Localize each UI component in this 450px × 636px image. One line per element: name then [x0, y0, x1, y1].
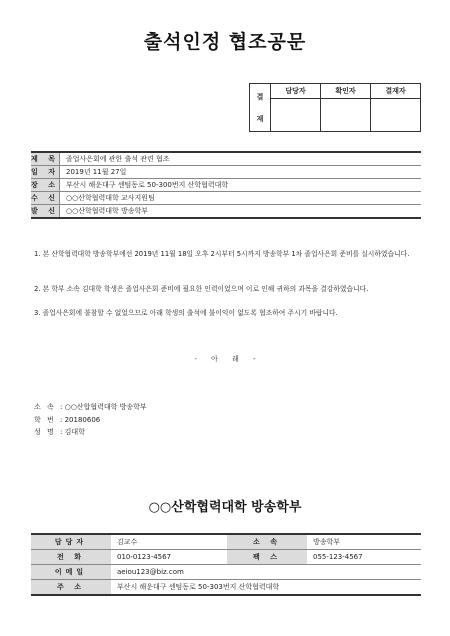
info-row-recipient — [31, 192, 421, 205]
student-id: 20180606 — [64, 415, 101, 424]
contact-address: 부산시 해운대구 센텀동로 50-303번지 산학협력대학 — [111, 580, 421, 596]
contact-email-label: 이메일 — [31, 565, 111, 580]
contact-manager: 김교수 — [111, 534, 227, 550]
contact-row-1 — [31, 534, 421, 550]
body-paragraph-2: 2. 본 학부 소속 김대학 학생은 졸업사은회 준비에 필요한 인력이었으며 이로 인해 귀하의 과목을 결강하였습니다. — [34, 285, 369, 293]
info-value-subject: 졸업사은회에 관한 출석 관련 협조 — [60, 152, 422, 166]
contact-phone: 010-0123-4567 — [111, 550, 227, 565]
info-value-place: 부산시 해운대구 센텀동로 50-300번지 산학협력대학 — [60, 179, 422, 192]
info-label-subject: 제 목 — [31, 152, 60, 166]
approval-header-approver: 결재자 — [371, 84, 421, 99]
contact-phone-label: 전 화 — [31, 550, 111, 565]
approval-header-checker: 확인자 — [321, 84, 371, 99]
contact-fax: 055-123-4567 — [307, 550, 421, 565]
info-label-sender: 발 신 — [31, 205, 60, 219]
info-value-recipient: ○○산학협력대학 교사지원팀 — [60, 192, 422, 205]
contact-row-4 — [31, 580, 421, 596]
student-id-label: 학 번 — [34, 415, 56, 424]
info-value-sender: ○○산학협력대학 방송학부 — [60, 205, 422, 219]
student-affiliation: ○○산합협력대학 방송학부 — [64, 403, 147, 411]
student-name-line: 성 명 : 김대학 — [34, 426, 147, 439]
issuing-organization: ○○산학협력대학 방송학부 — [148, 500, 302, 515]
info-label-date: 일 자 — [31, 166, 60, 179]
below-label: - 아 래 - — [194, 355, 256, 363]
contact-address-label: 주 소 — [31, 580, 111, 596]
info-value-date: 2019년 11월 27일 — [60, 166, 422, 179]
info-row-place — [31, 179, 421, 192]
approval-side-label-2: 재 — [256, 114, 264, 123]
contact-table — [31, 533, 421, 596]
approval-header-manager: 담당자 — [271, 84, 321, 99]
contact-manager-label: 담당자 — [31, 534, 111, 550]
info-label-place: 장 소 — [31, 179, 60, 192]
info-label-recipient: 수 신 — [31, 192, 60, 205]
approval-sign-approver[interactable] — [371, 99, 421, 132]
approval-sign-manager[interactable] — [271, 99, 321, 132]
info-row-subject — [31, 152, 421, 166]
info-table — [31, 151, 421, 219]
student-affiliation-line: 소 속 : ○○산합협력대학 방송학부 — [34, 401, 147, 414]
contact-email: aeiou123@biz.com — [111, 565, 421, 580]
contact-dept: 방송학부 — [307, 534, 421, 550]
approval-box — [249, 83, 421, 132]
body-paragraph-1: 1. 본 산학협력대학 방송학부에선 2019년 11월 18일 오후 2시부터 5시까지 방송학부 1차 졸업사은회 준비를 실시하였습니다. — [34, 250, 410, 258]
student-id-line: 학 번 : 20180606 — [34, 414, 147, 427]
contact-dept-label: 소 속 — [227, 534, 307, 550]
approval-sign-checker[interactable] — [321, 99, 371, 132]
info-row-date — [31, 166, 421, 179]
student-name-label: 성 명 — [34, 428, 56, 436]
info-row-sender — [31, 205, 421, 219]
approval-side-label — [250, 84, 271, 132]
approval-side-label-1: 결 — [256, 92, 264, 101]
contact-row-3 — [31, 565, 421, 580]
student-affiliation-label: 소 속 — [34, 403, 56, 411]
document-title: 출석인정 협조공문 — [143, 31, 307, 53]
body-paragraph-3: 3. 졸업사은회에 불참할 수 없었으므로 아래 학생의 출석에 불이익이 없도록 협조하여 주시기 바랍니다. — [34, 309, 338, 317]
contact-fax-label: 팩 스 — [227, 550, 307, 565]
student-name: 김대학 — [64, 428, 85, 436]
student-info — [34, 401, 147, 439]
contact-row-2 — [31, 550, 421, 565]
